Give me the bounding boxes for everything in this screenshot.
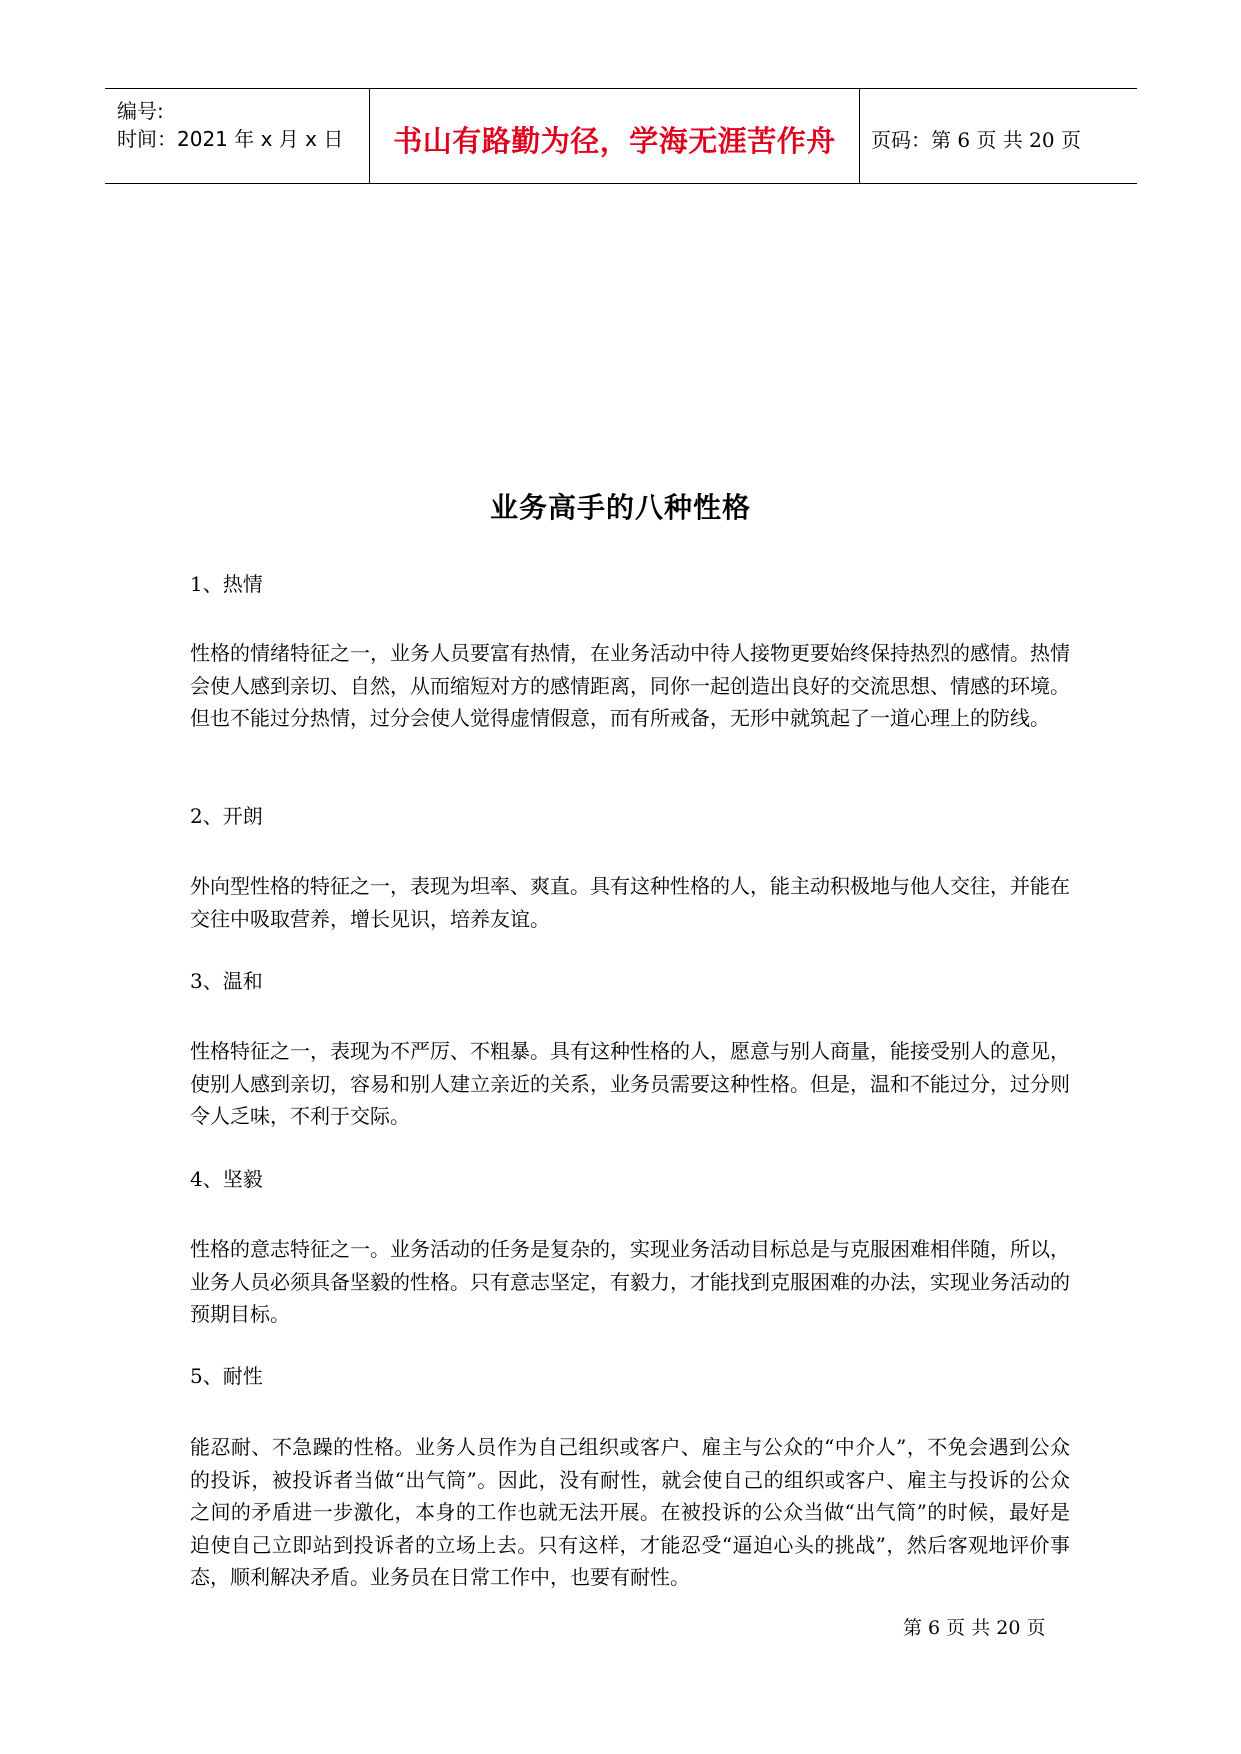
page-footer: 第 6 页 共 20 页	[903, 1617, 1046, 1639]
section-1	[190, 570, 1070, 735]
header-right-cell	[861, 89, 1137, 183]
section-4	[190, 1165, 1070, 1331]
page-title: 业务高手的八种性格	[489, 491, 751, 524]
section-heading: 1、热情	[190, 572, 263, 596]
document-id-label: 编号:	[117, 99, 164, 123]
section-paragraph: 性格的情绪特征之一，业务人员要富有热情，在业务活动中待人接物更要始终保持热烈的感情。热情会使人感到亲切、自然，从而缩短对方的感情距离，同你一起创造出良好的交流思想、情感的环境。但也不能过分热情，过分会使人觉得虚情假意，而有所戒备，无形中就筑起了一道心理上的防线。	[190, 641, 1070, 730]
section-3	[190, 967, 1070, 1133]
document-header	[105, 88, 1137, 184]
header-page-info: 页码：第 6 页 共 20 页	[871, 128, 1081, 152]
section-heading: 5、耐性	[190, 1364, 263, 1388]
section-heading: 4、坚毅	[190, 1167, 263, 1191]
header-left-cell	[105, 89, 370, 183]
header-motto: 书山有路勤为径，学海无涯苦作舟	[393, 124, 836, 158]
section-heading: 2、开朗	[190, 804, 263, 828]
header-center-cell	[370, 89, 860, 183]
section-paragraph: 能忍耐、不急躁的性格。业务人员作为自己组织或客户、雇主与公众的“中介人”，不免会遇到公众的投诉，被投诉者当做“出气筒”。因此，没有耐性，就会使自己的组织或客户、雇主与投诉的公众之间的矛盾进一步激化，本身的工作也就无法开展。在被投诉的公众当做“出气筒”的时候，最好是迫使自己立即站到投诉者的立场上去。只有这样，才能忍受“逼迫心头的挑战”，然后客观地评价事态，顺利解决矛盾。业务员在日常工作中，也要有耐性。	[190, 1435, 1070, 1589]
document-time-label: 时间：2021 年 x 月 x 日	[117, 127, 344, 151]
section-paragraph: 外向型性格的特征之一，表现为坦率、爽直。具有这种性格的人，能主动积极地与他人交往，并能在交往中吸取营养，增长见识，培养友谊。	[190, 874, 1070, 931]
section-paragraph: 性格特征之一，表现为不严厉、不粗暴。具有这种性格的人，愿意与别人商量，能接受别人的意见，使别人感到亲切，容易和别人建立亲近的关系，业务员需要这种性格。但是，温和不能过分，过分则令人乏味，不利于交际。	[190, 1039, 1070, 1128]
section-heading: 3、温和	[190, 969, 263, 993]
section-2	[190, 802, 1070, 935]
section-paragraph: 性格的意志特征之一。业务活动的任务是复杂的，实现业务活动目标总是与克服困难相伴随，所以，业务人员必须具备坚毅的性格。只有意志坚定，有毅力，才能找到克服困难的办法，实现业务活动的预期目标。	[190, 1237, 1070, 1326]
section-5	[190, 1362, 1070, 1594]
